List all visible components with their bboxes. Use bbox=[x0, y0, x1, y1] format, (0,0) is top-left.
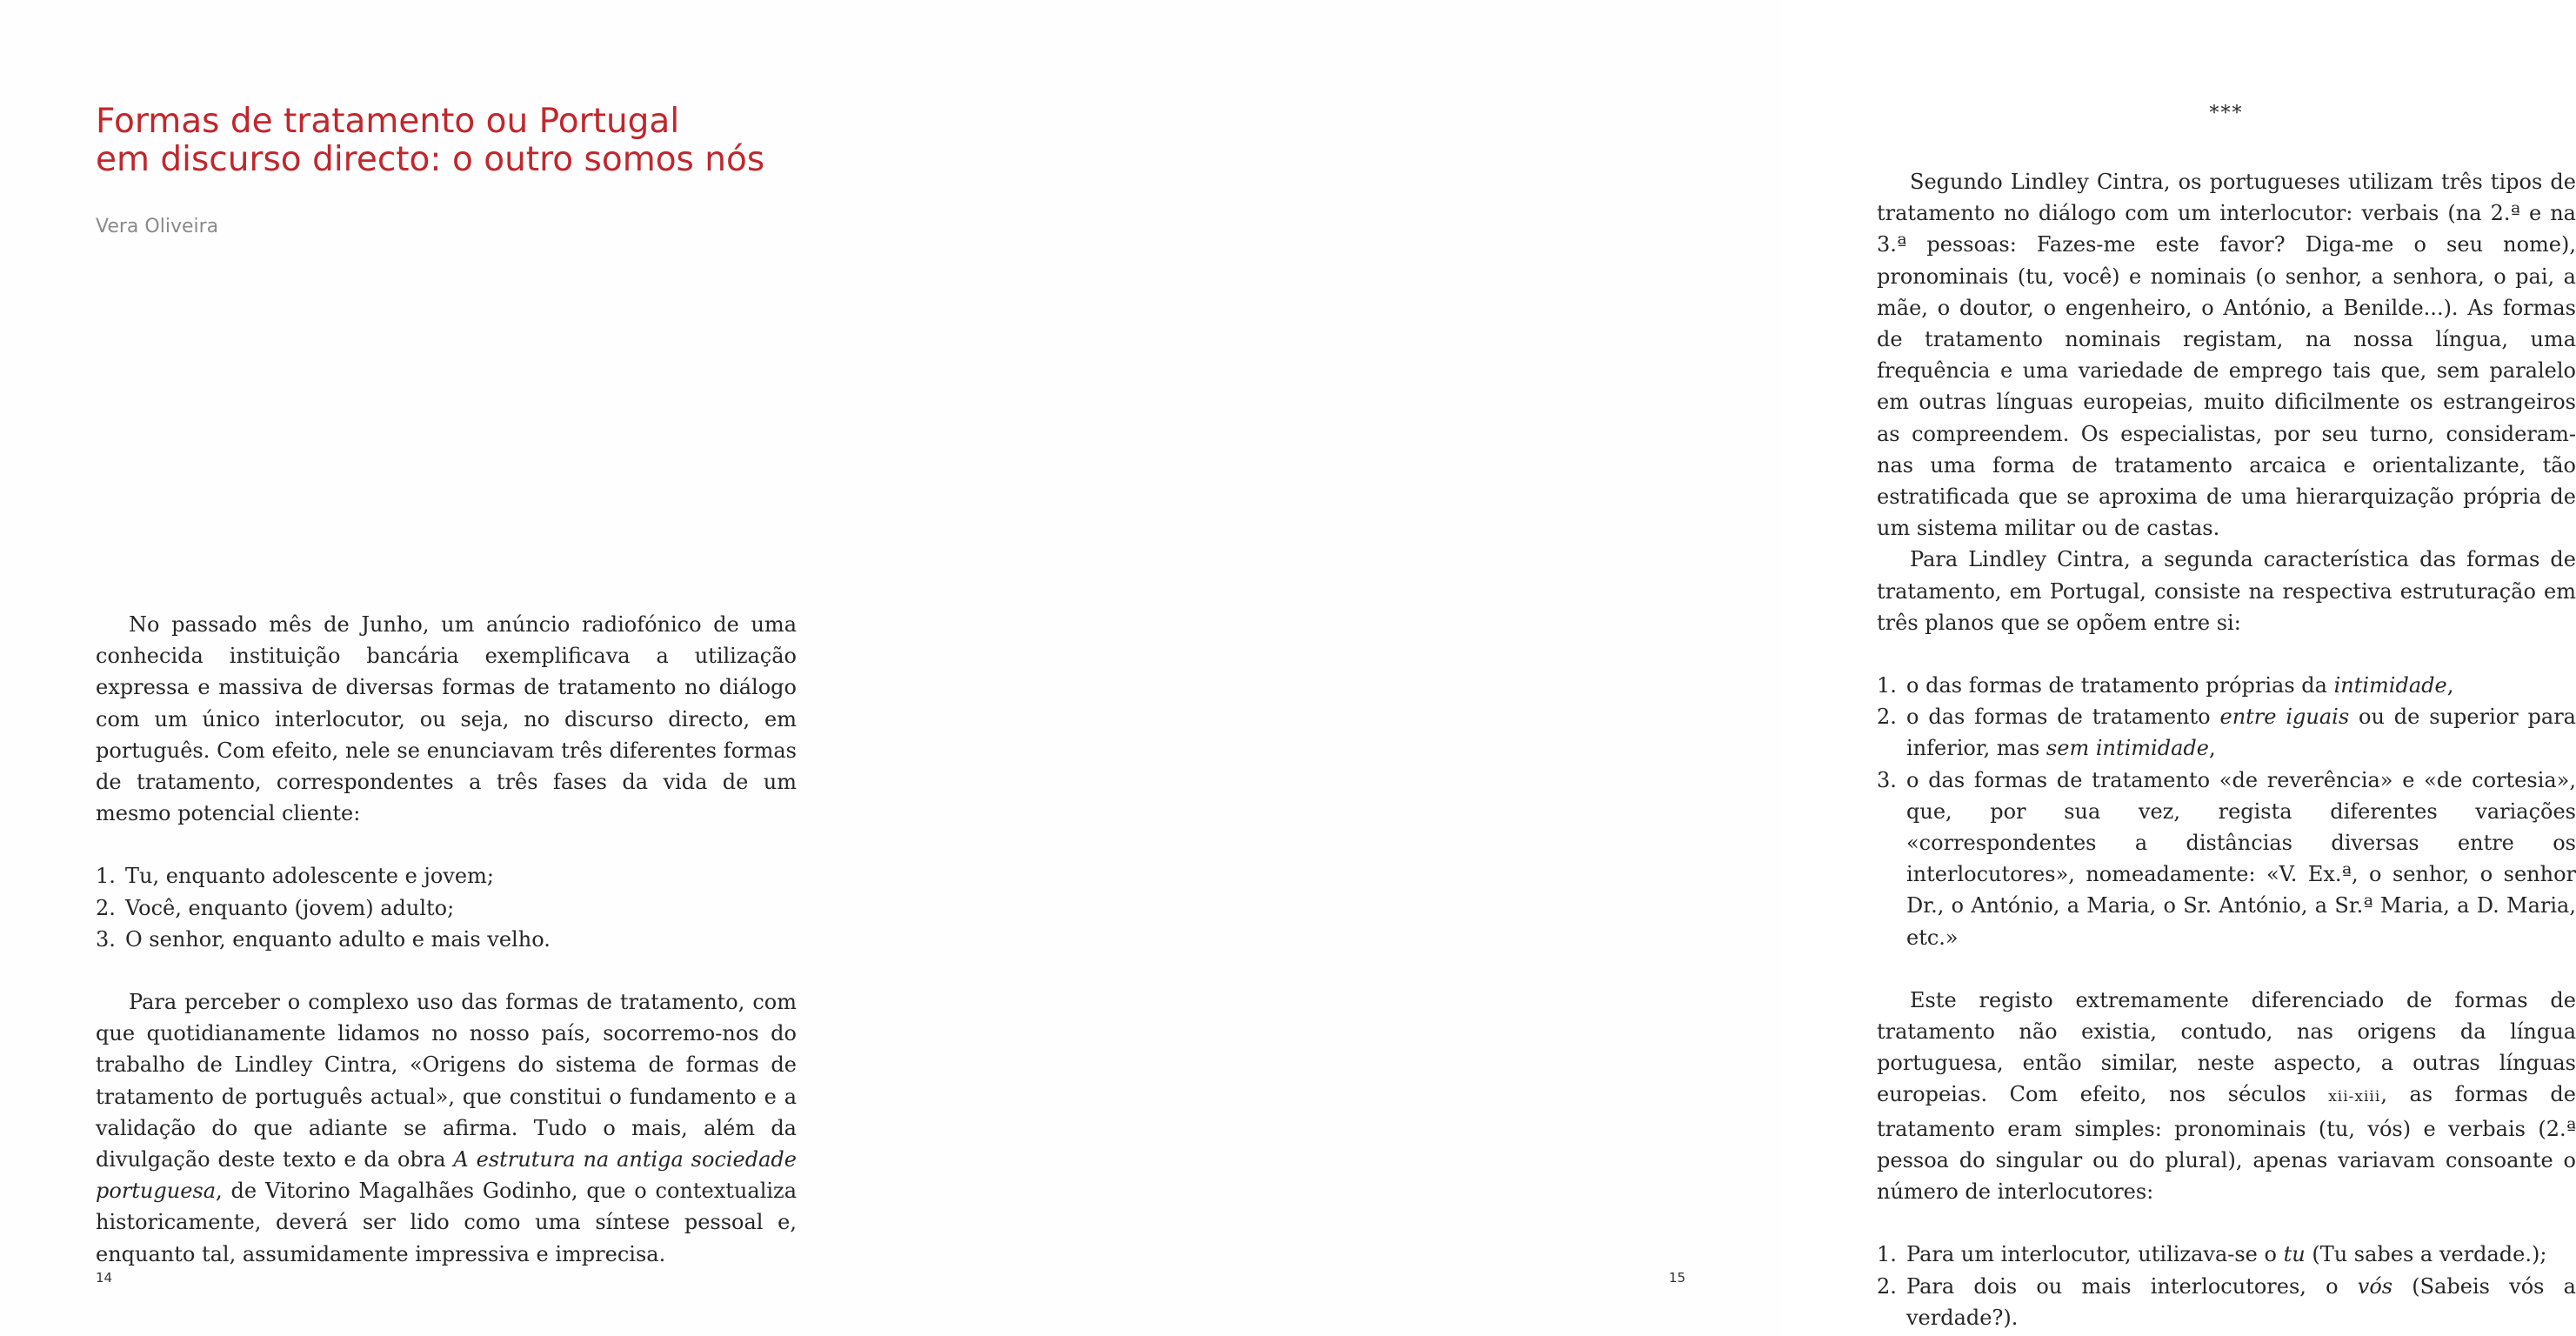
section-separator: *** bbox=[2209, 103, 2244, 124]
list-number: 2. bbox=[1877, 1273, 1897, 1299]
forms-list bbox=[96, 860, 797, 955]
pronoun-list bbox=[1877, 1239, 2576, 1333]
list-text: Você, enquanto (jovem) adulto; bbox=[125, 895, 455, 920]
list-text: Para um interlocutor, utilizava-se o tu (Tu sabes a verdade.); bbox=[1906, 1242, 2547, 1267]
list-item bbox=[1877, 1239, 2576, 1270]
right-page bbox=[891, 0, 2576, 1336]
list-number: 3. bbox=[96, 926, 116, 952]
list-number: 2. bbox=[1877, 705, 1897, 730]
list-item bbox=[1877, 701, 2576, 764]
list-text: Para dois ou mais interlocutores, o vós (Sabeis vós a verdade?). bbox=[1906, 1273, 2576, 1330]
list-number: 1. bbox=[96, 864, 116, 889]
list-text: o das formas de tratamento próprias da intimidade, bbox=[1906, 673, 2454, 698]
page-number: 15 bbox=[1668, 1270, 1685, 1286]
list-item bbox=[1877, 670, 2576, 701]
author-name: Vera Oliveira bbox=[96, 216, 219, 237]
list-number: 1. bbox=[1877, 673, 1897, 698]
paragraph-text: Para perceber o complexo uso das formas de tratamento, com que quotidianamente lidamos no nosso país, socorremo-nos do trabalho de Lindley Cintra, «Origens do sistema de formas de tratamento de português actual», que constitui o fundamento e a validação do que adiante se afirma. Tudo o mais, além da divulgação deste texto e da obra bbox=[96, 990, 797, 1172]
right-body-text bbox=[1877, 166, 2576, 1333]
list-number: 3. bbox=[1877, 767, 1897, 792]
book-title: A estrutura na antiga sociedade portuguesa bbox=[96, 1147, 797, 1204]
paragraph: No passado mês de Junho, um anúncio radiofónico de uma conhecida instituição bancária exemplificava a utilização expressa e massiva de diversas formas de tratamento no diálogo com um único interlocutor, ou seja, no discurso directo, em português. Com efeito, nele se enunciavam três diferentes formas de tratamento, correspondentes a três fases da vida de um mesmo potencial cliente: bbox=[96, 612, 797, 826]
century-range: xii-xiii bbox=[2328, 1088, 2381, 1106]
page-number: 14 bbox=[96, 1270, 113, 1286]
planes-list bbox=[1877, 670, 2576, 953]
paragraph bbox=[96, 986, 797, 1270]
paragraph: Para Lindley Cintra, a segunda característica das formas de tratamento, em Portugal, consiste na respectiva estruturação em três planos que se opõem entre si: bbox=[1877, 547, 2576, 635]
list-text: o das formas de tratamento entre iguais ou de superior para inferior, mas sem intimidade, bbox=[1906, 705, 2576, 761]
paragraph-text: , de Vitorino Magalhães Godinho, que o contextualiza historicamente, deverá ser lido como uma síntese pessoal e, enquanto tal, assumidamente impressiva e imprecisa. bbox=[96, 1179, 797, 1266]
left-body-text bbox=[96, 609, 797, 1270]
list-number: 2. bbox=[96, 895, 116, 920]
title-line-1: Formas de tratamento ou Portugal bbox=[96, 102, 680, 141]
title-line-2: em discurso directo: o outro somos nós bbox=[96, 140, 765, 179]
list-item bbox=[1877, 1271, 2576, 1333]
list-text: o das formas de tratamento «de reverência» e «de cortesia», que, por sua vez, regista diferentes variações «correspondentes a distâncias diversas entre os interlocutores», nomeadamente: «V. Ex.ª, o senhor, o senhor Dr., o António, a Maria, o Sr. António, a Sr.ª Maria, a D. Maria, etc.» bbox=[1906, 767, 2576, 950]
list-item bbox=[96, 892, 797, 924]
list-item bbox=[96, 924, 797, 955]
paragraph: Este registo extremamente diferenciado de formas de tratamento não existia, contudo, nas origens da língua portuguesa, então similar, neste aspecto, a outras línguas europeias. Com efeito, nos séculos xii-xiii, as formas de tratamento eram simples: pronominais (tu, vós) e verbais (2.ª pessoa do singular ou do plural), apenas variavam consoante o número de interlocutores: bbox=[1877, 987, 2576, 1205]
list-number: 1. bbox=[1877, 1242, 1897, 1267]
list-text: O senhor, enquanto adulto e mais velho. bbox=[125, 926, 551, 952]
left-page bbox=[0, 0, 891, 1336]
list-item bbox=[96, 860, 797, 892]
paragraph: Segundo Lindley Cintra, os portugueses utilizam três tipos de tratamento no diálogo com um interlocutor: verbais (na 2.ª e na 3.ª pessoas: Fazes-me este favor? Diga-me o seu nome), pronominais (tu, você) e nominais (o senhor, a senhora, o pai, a mãe, o doutor, o engenheiro, o António, a Benilde...). As formas de tratamento nominais registam, na nossa língua, uma frequência e uma variedade de emprego tais que, sem paralelo em outras línguas europeias, muito dificilmente os estrangeiros as compreendem. Os especialistas, por seu turno, consideram-nas uma forma de tratamento arcaica e orientalizante, tão estratificada que se aproxima de uma hierarquização própria de um sistema militar ou de castas. bbox=[1877, 170, 2576, 541]
list-text: Tu, enquanto adolescente e jovem; bbox=[125, 864, 494, 889]
list-item bbox=[1877, 765, 2576, 953]
article-title bbox=[96, 103, 791, 179]
